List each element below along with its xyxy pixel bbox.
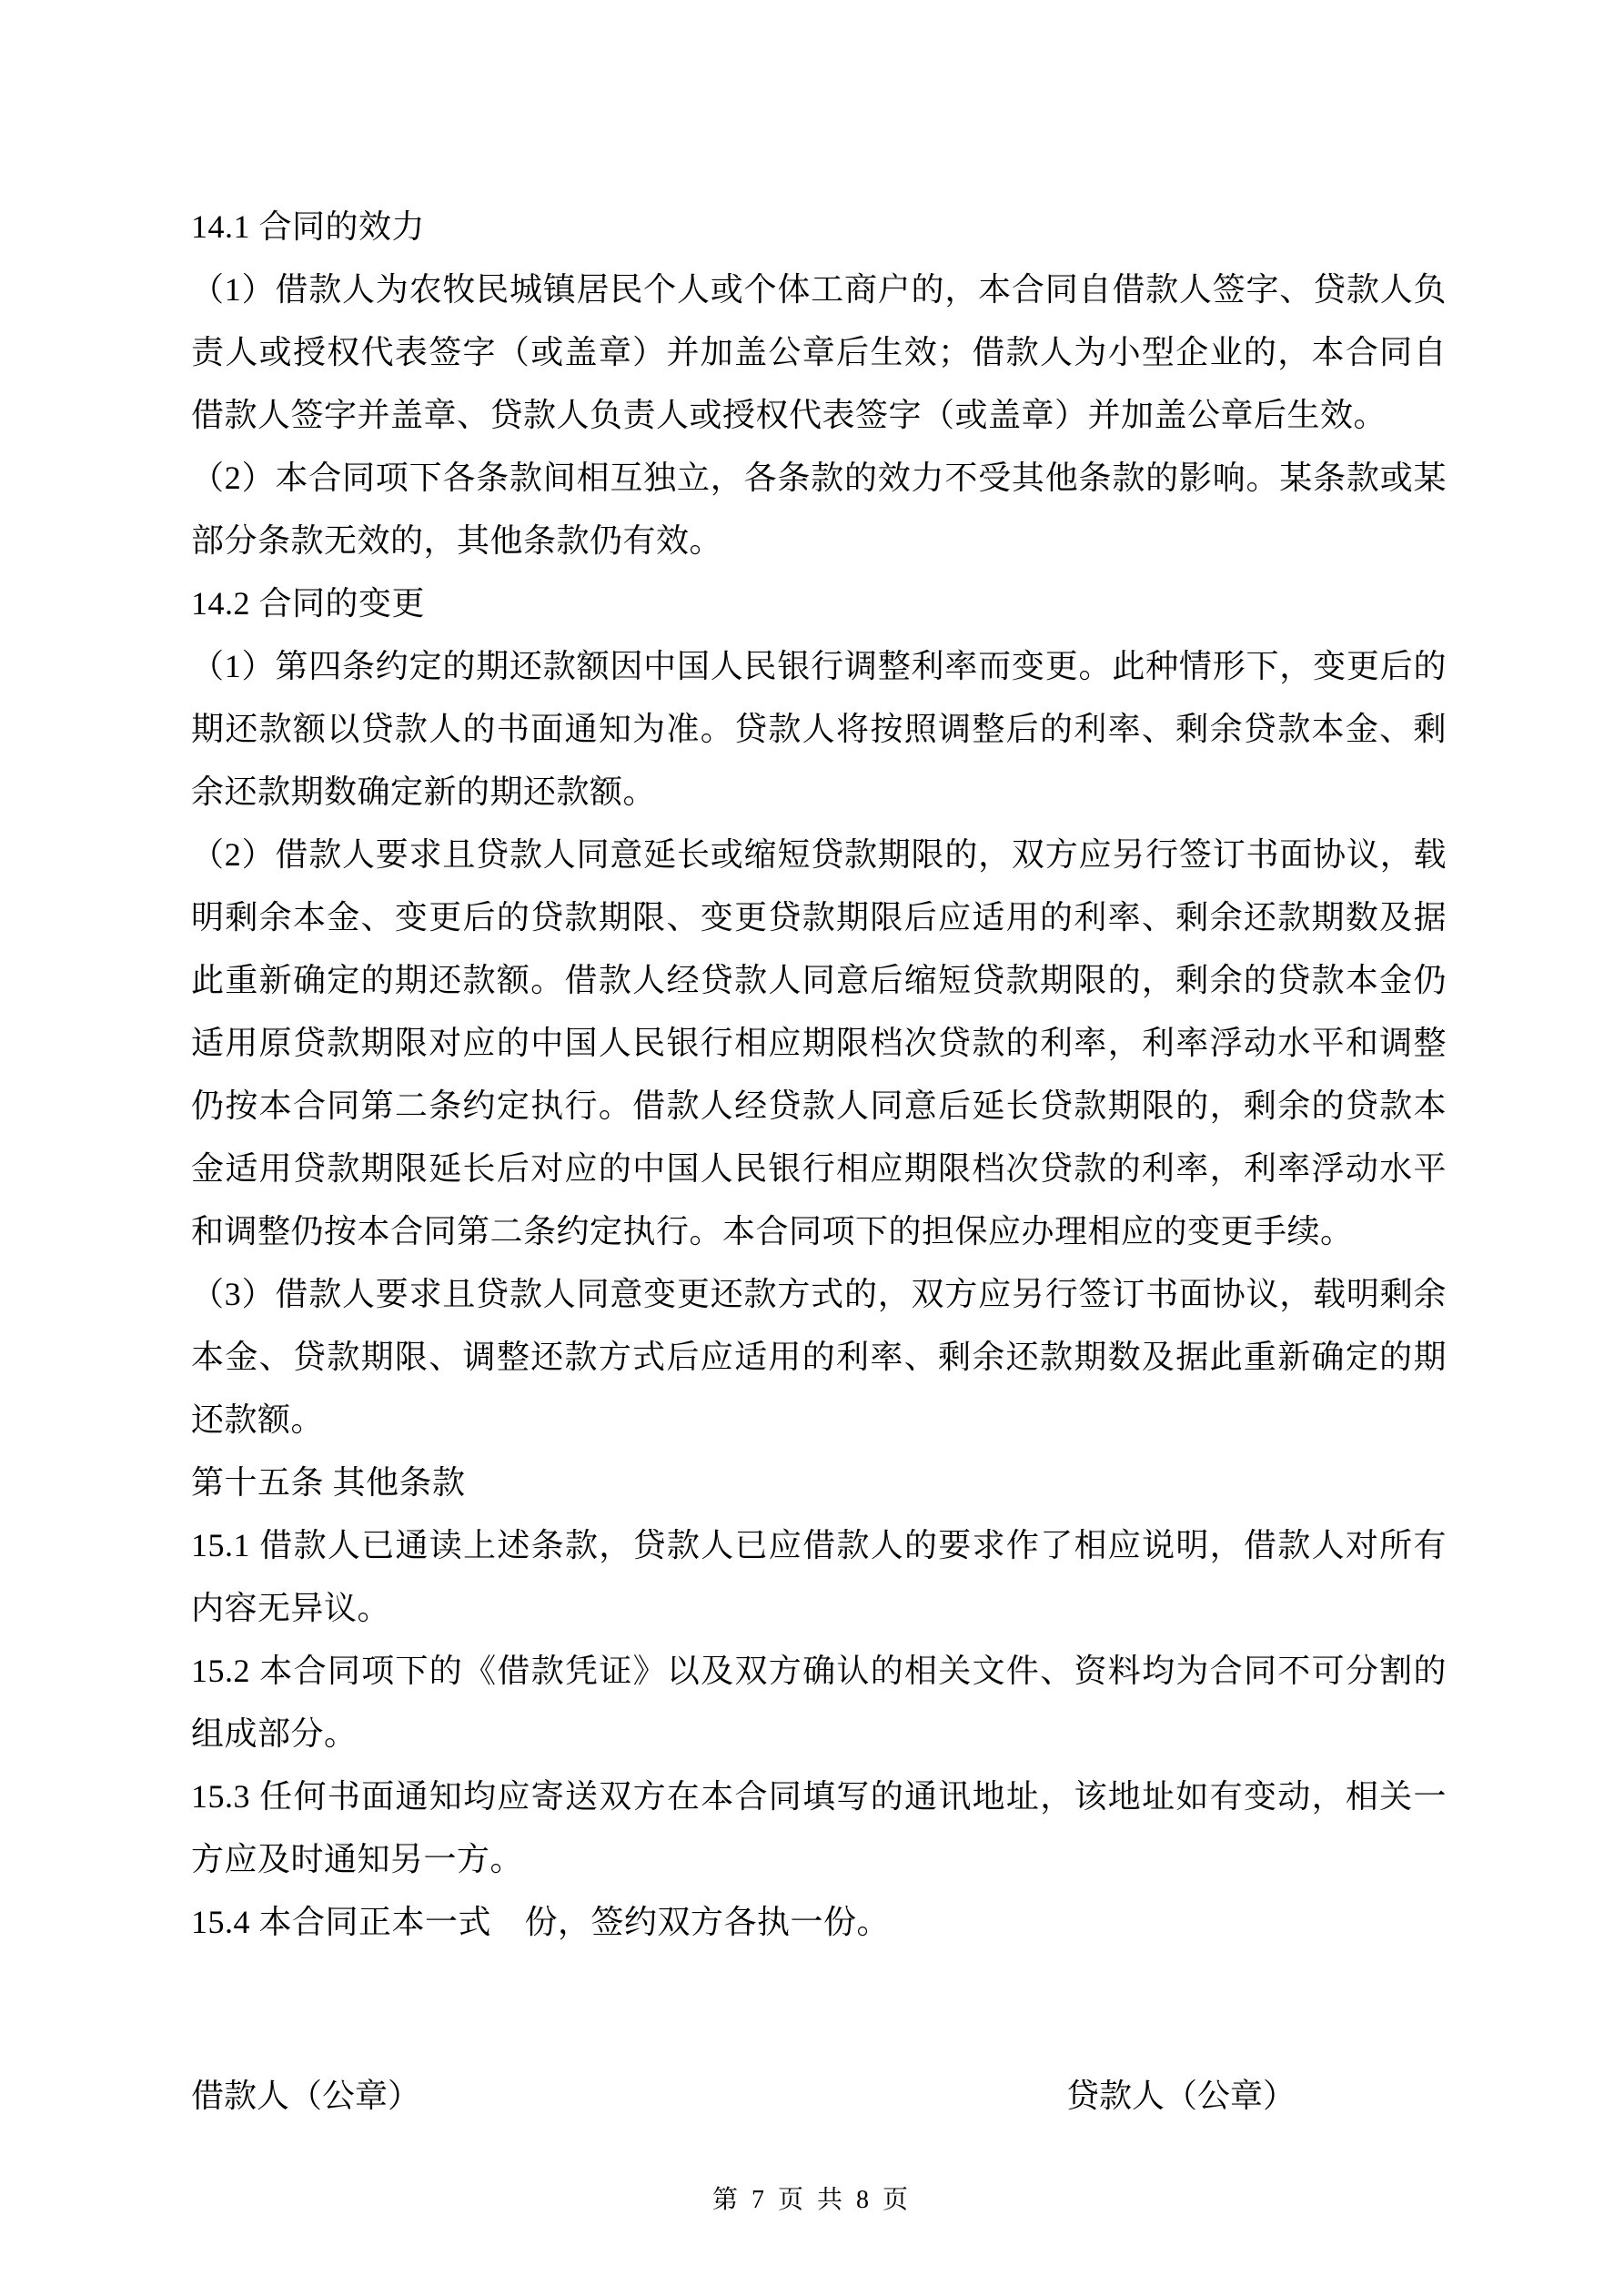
clause-14-1-item-2: （2）本合同项下各条款间相互独立，各条款的效力不受其他条款的影响。某条款或某部分条款无效的，其他条款仍有效。 — [191, 460, 1447, 559]
signature-lender-seal: 贷款人（公章） — [1066, 2078, 1296, 2114]
clause-heading-14-1: 14.1 合同的效力 — [191, 208, 426, 245]
clause-14-2-item-1: （1）第四条约定的期还款额因中国人民银行调整利率而变更。此种情形下，变更后的期还款额以贷款人的书面通知为准。贷款人将按照调整后的利率、剩余贷款本金、剩余还款期数确定新的期还款额。 — [191, 648, 1447, 810]
clause-heading-14-2: 14.2 合同的变更 — [191, 585, 426, 622]
clause-15-1: 15.1 借款人已通读上述条款，贷款人已应借款人的要求作了相应说明，借款人对所有内容无异议。 — [191, 1527, 1447, 1626]
clause-14-2-item-2: （2）借款人要求且贷款人同意延长或缩短贷款期限的，双方应另行签订书面协议，载明剩余本金、变更后的贷款期限、变更贷款期限后应适用的利率、剩余还款期数及据此重新确定的期还款额。借款人经贷款人同意后缩短贷款期限的，剩余的贷款本金仍适用原贷款期限对应的中国人民银行相应期限档次贷款的利率，利率浮动水平和调整仍按本合同第二条约定执行。借款人经贷款人同意后延长贷款期限的，剩余的贷款本金适用贷款期限延长后对应的中国人民银行相应期限档次贷款的利率，利率浮动水平和调整仍按本合同第二条约定执行。本合同项下的担保应办理相应的变更手续。 — [191, 836, 1447, 1249]
clause-15-4: 15.4 本合同正本一式 份，签约双方各执一份。 — [191, 1904, 891, 1940]
article-15-heading: 第十五条 其他条款 — [191, 1464, 466, 1501]
clause-14-2-item-3: （3）借款人要求且贷款人同意变更还款方式的，双方应另行签订书面协议，载明剩余本金、贷款期限、调整还款方式后应适用的利率、剩余还款期数及据此重新确定的期还款额。 — [191, 1276, 1447, 1438]
clause-14-1-item-1: （1）借款人为农牧民城镇居民个人或个体工商户的，本合同自借款人签字、贷款人负责人或授权代表签字（或盖章）并加盖公章后生效；借款人为小型企业的，本合同自借款人签字并盖章、贷款人负责人或授权代表签字（或盖章）并加盖公章后生效。 — [191, 271, 1447, 433]
clause-15-2: 15.2 本合同项下的《借款凭证》以及双方确认的相关文件、资料均为合同不可分割的组成部分。 — [191, 1653, 1447, 1752]
signature-row — [191, 2065, 1447, 2128]
page-number-footer: 第 7 页 共 8 页 — [711, 2186, 912, 2214]
contract-body — [191, 196, 1447, 2128]
clause-15-3: 15.3 任何书面通知均应寄送双方在本合同填写的通讯地址，该地址如有变动，相关一方应及时通知另一方。 — [191, 1778, 1447, 1877]
signature-borrower-seal: 借款人（公章） — [191, 2078, 421, 2114]
